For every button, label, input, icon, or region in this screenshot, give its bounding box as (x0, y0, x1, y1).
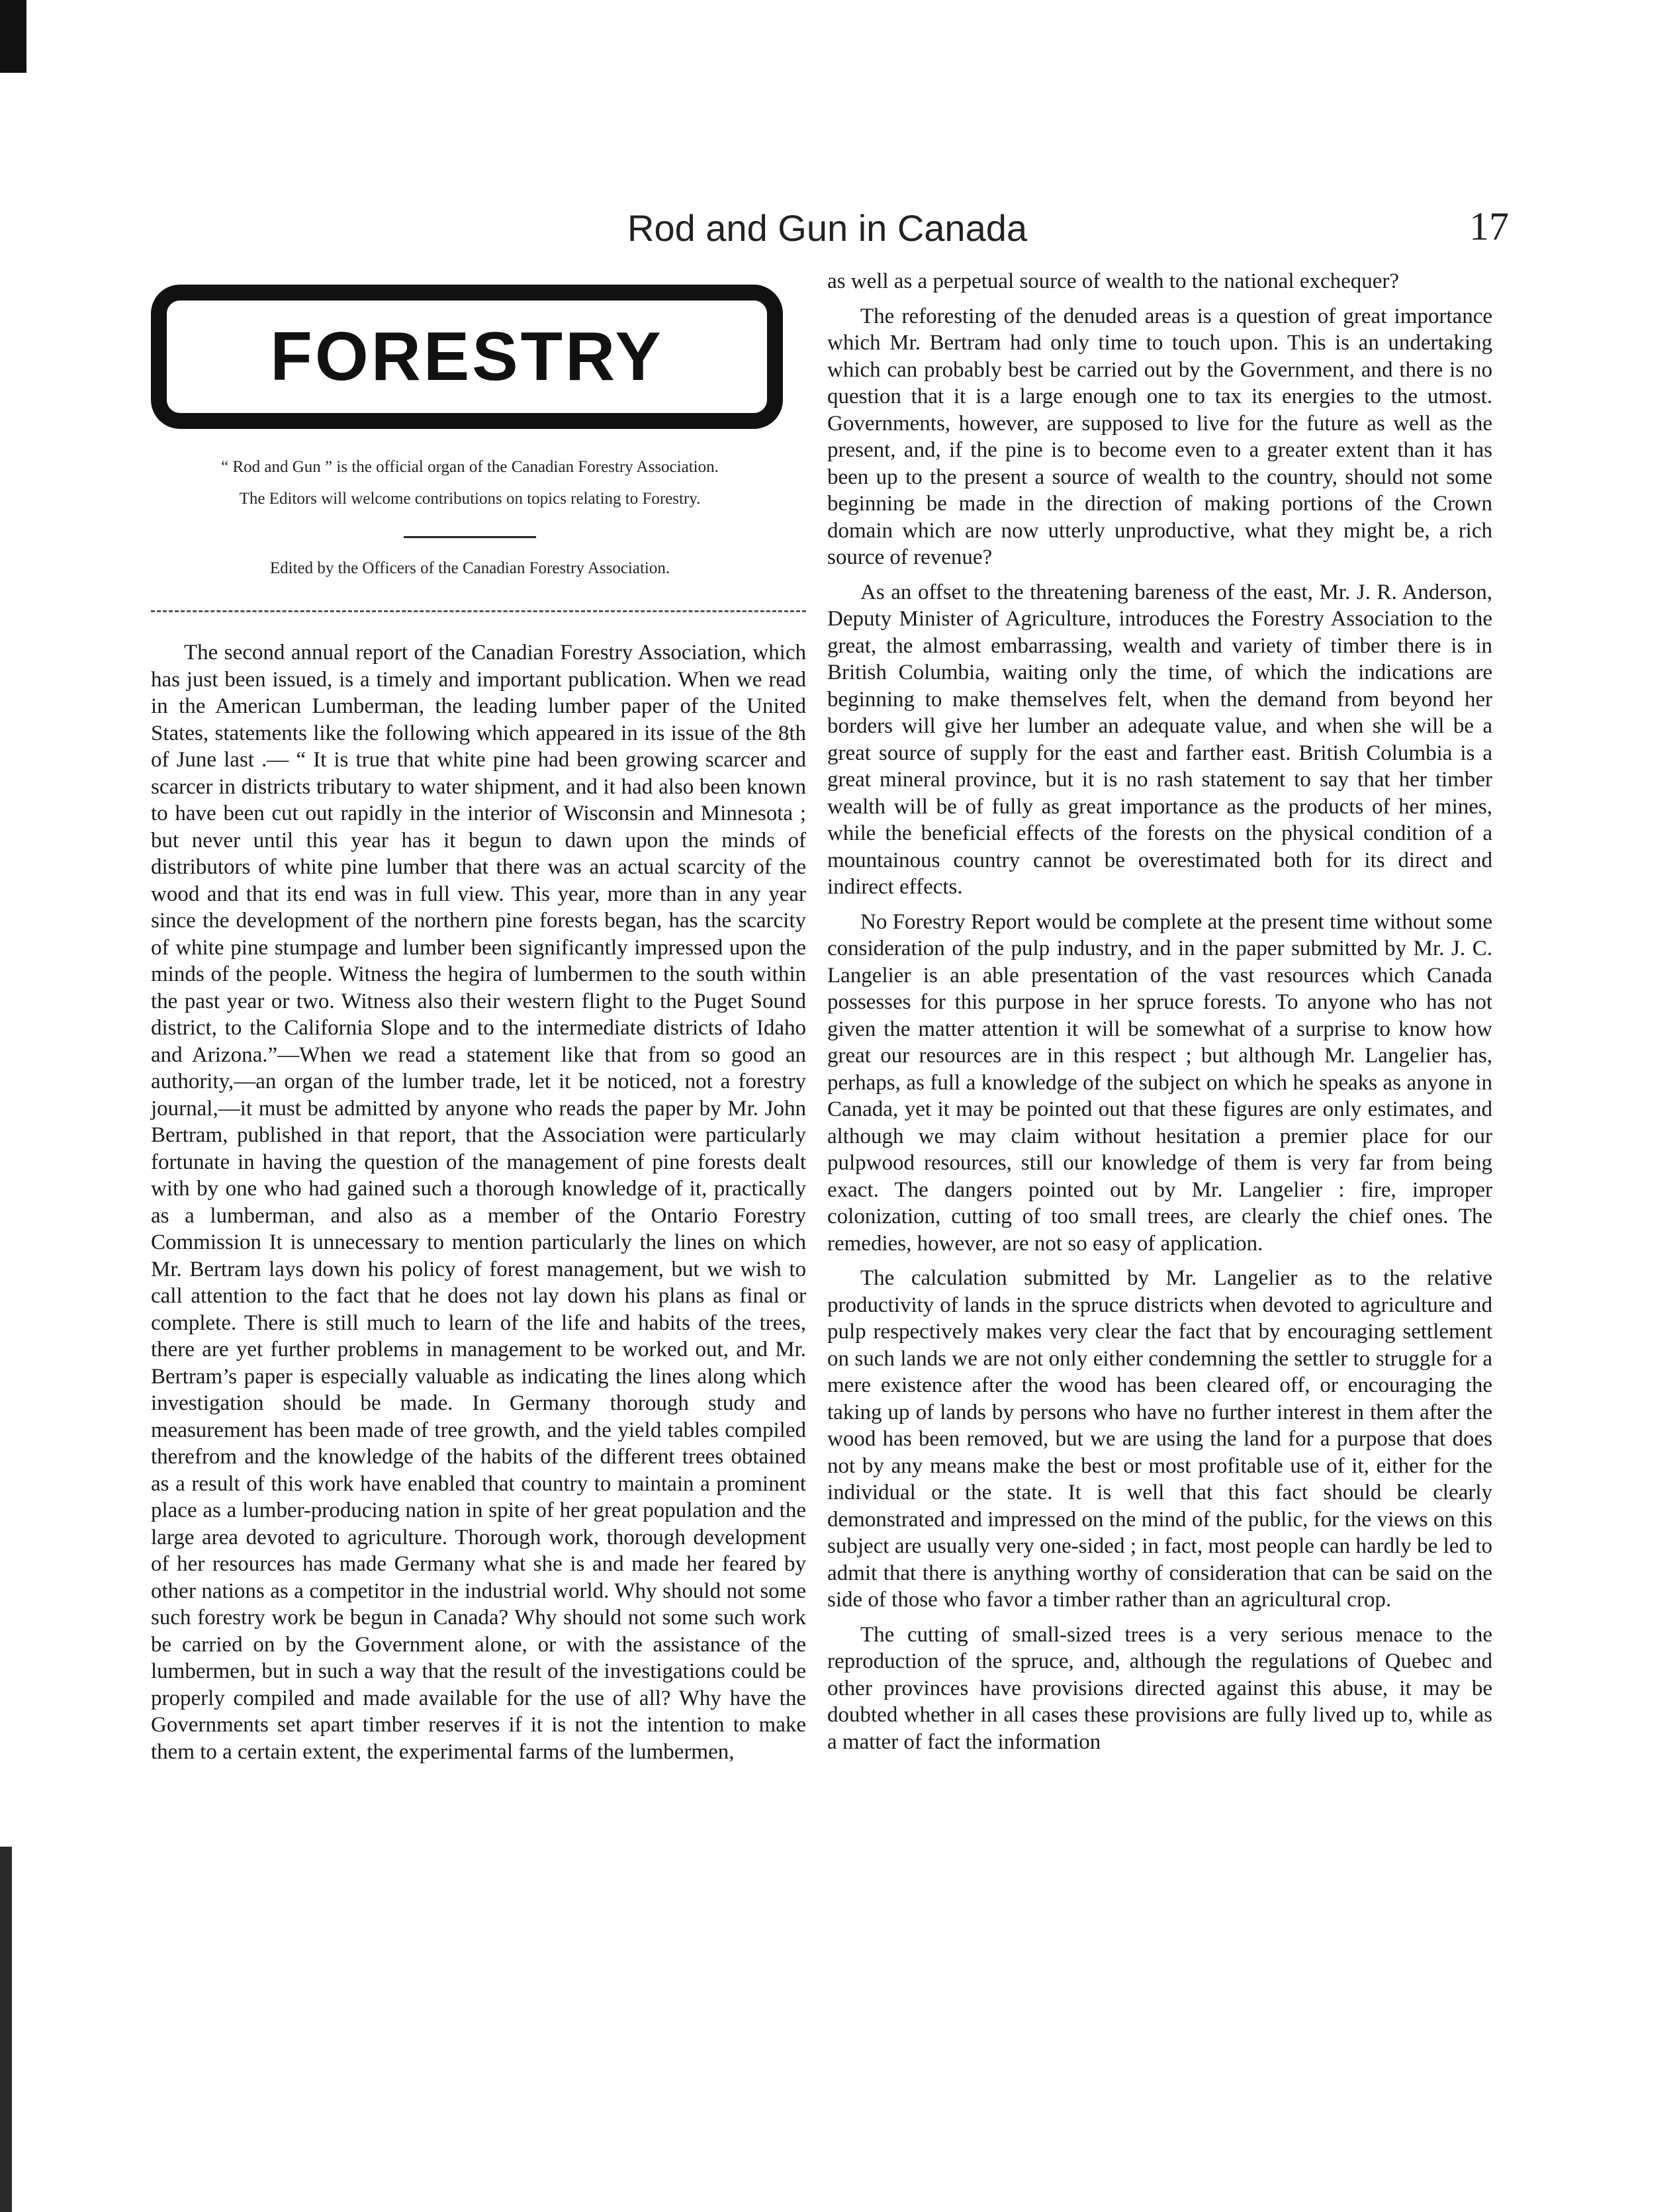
right-column (827, 268, 1492, 1755)
forestry-banner (151, 285, 783, 429)
article-paragraph: The reforesting of the denuded areas is a question of great importance which Mr. Bertram had only time to touch upon. This is an undertaking which can probably best be carried out by the Government, and there is no question that it is a large enough one to tax its energies to the utmost. Governments, however, are supposed to live for the future as well as the present, and, if the pine is to become even to a greater extent than it has been up to the present a source of wealth to the country, should not some beginning be made in the direction of making portions of the Crown domain which are now utterly unproductive, what they might be, a rich source of revenue? (827, 304, 1492, 569)
banner-title: FORESTRY (270, 318, 664, 395)
notice-divider (404, 536, 536, 538)
article-paragraph: The calculation submitted by Mr. Langelier as to the relative productivity of lands in the spruce districts when devoted to agriculture and pulp respectively makes very clear the fact that by encouraging settlement on such lands we are not only either condemning the settler to struggle for a mere existence after the wood has been cleared off, or encouraging the taking up of lands by persons who have no further interest in them after the wood has been removed, but we are using the land for a purpose that does not by any means make the best or most profitable use of it, either for the individual or the state. It is well that this fact should be clearly demonstrated and impressed on the mind of the public, for the views on this subject are usually very one-sided ; in fact, most people can hardly be led to admit that there is anything worthy of consideration that can be said on the side of those who favor a timber rather than an agricultural crop. (827, 1266, 1492, 1612)
scan-artifact-top (0, 0, 26, 73)
article-paragraph: as well as a perpetual source of wealth to the national exchequer? (827, 269, 1400, 293)
article-paragraph: As an offset to the threatening bareness of the east, Mr. J. R. Anderson, Deputy Minister of Agriculture, introduces the Forestry Association to the great, the almost embarrassing, wealth and variety of timber there is in British Columbia, waiting only the time, of which the indications are beginning to make themselves felt, when the demand from beyond her borders will give her lumber an adequate value, and when she will be a great source of supply for the east and farther east. British Columbia is a great mineral province, but it is no rash statement to say that her timber wealth will be of fully as great importance as the products of her mines, while the beneficial effects of the forests on the physical condition of a mountainous country cannot be overestimated both for its direct and indirect effects. (827, 580, 1492, 899)
notice-contributions: The Editors will welcome contributions on topics relating to Forestry. (239, 490, 701, 508)
article-paragraph: No Forestry Report would be complete at the present time without some consideration of the pulp industry, and in the paper submitted by Mr. J. C. Langelier is an able presentation of the vast resources which Canada possesses for this purpose in her spruce forests. To anyone who has not given the matter attention it will be somewhat of a surprise to know how great our resources are in this respect ; but although Mr. Langelier has, perhaps, as full a knowledge of the subject on which he speaks as anyone in Canada, yet it may be pointed out that these figures are only estimates, and although we may claim without hesitation a premier place for our pulpwood resources, still our knowledge of them is very far from being exact. The dangers pointed out by Mr. Langelier : fire, improper colonization, cutting of too small trees, are clearly the chief ones. The remedies, however, are not so easy of application. (827, 909, 1492, 1256)
page-number: 17 (1469, 205, 1509, 248)
article-paragraph: The cutting of small-sized trees is a very serious menace to the reproduction of the spruce, and, although the regulations of Quebec and other provinces have provisions directed against this abuse, it may be doubted whether in all cases these provisions are fully lived up to, while as a matter of fact the information (827, 1622, 1492, 1754)
left-column (151, 639, 806, 1765)
section-divider (151, 610, 806, 612)
article-paragraph: The second annual report of the Canadian Forestry Association, which has just been issued, is a timely and important publication. When we read in the American Lumberman, the leading lumber paper of the United States, statements like the following which appeared in its issue of the 8th of June last .— “ It is true that white pine had been growing scarcer and scarcer in districts tributary to water shipment, and it had also been known to have been cut out rapidly in the interior of Wisconsin and Minnesota ; but never until this year has it begun to dawn upon the minds of distributors of white pine lumber that there was an actual scarcity of the wood and that its end was in full view. This year, more than in any year since the development of the northern pine forests began, has the scarcity of white pine stumpage and lumber been significantly impressed upon the minds of the people. Witness the hegira of lumbermen to the south within the past year or two. Witness also their western flight to the Puget Sound district, to the California Slope and to the intermediate districts of Idaho and Arizona.”—When we read a statement like that from so good an authority,—an organ of the lumber trade, let it be noticed, not a forestry journal,—it must be admitted by anyone who reads the paper by Mr. John Bertram, published in that report, that the Association were particularly fortunate in having the question of the management of pine forests dealt with by one who had gained such a thorough knowledge of it, practically as a lumberman, and also as a member of the Ontario Forestry Commission It is unnecessary to mention particularly the lines on which Mr. Bertram lays down his policy of forest management, but we wish to call attention to the fact that he does not lay down his plans as final or complete. There is still much to learn of the life and habits of the trees, there are yet further problems in management to be worked out, and Mr. Bertram’s paper is especially valuable as indicating the lines along which investigation should be made. In Germany thorough study and measurement has been made of tree growth, and the yield tables compiled therefrom and the knowledge of the habits of the different trees obtained as a result of this work have enabled that country to maintain a prominent place as a lumber-producing nation in spite of her great population and the large area devoted to agriculture. Thorough work, thorough development of her resources has made Germany what she is and made her feared by other nations as a competitor in the industrial world. Why should not some such forestry work be begun in Canada? Why should not some such work be carried on by the Government alone, or with the assistance of the lumbermen, but in such a way that the result of the investigations could be properly compiled and made available for the use of all? Why have the Governments set apart timber reserves if it is not the intention to make them to a certain extent, the experimental farms of the lumbermen, (151, 641, 806, 1764)
notice-official-organ: “ Rod and Gun ” is the official organ of the Canadian Forestry Association. (221, 458, 719, 476)
running-header-title: Rod and Gun in Canada (627, 207, 1027, 249)
scan-artifact-bottom (0, 1847, 12, 2212)
notice-editors: Edited by the Officers of the Canadian Forestry Association. (269, 559, 670, 577)
